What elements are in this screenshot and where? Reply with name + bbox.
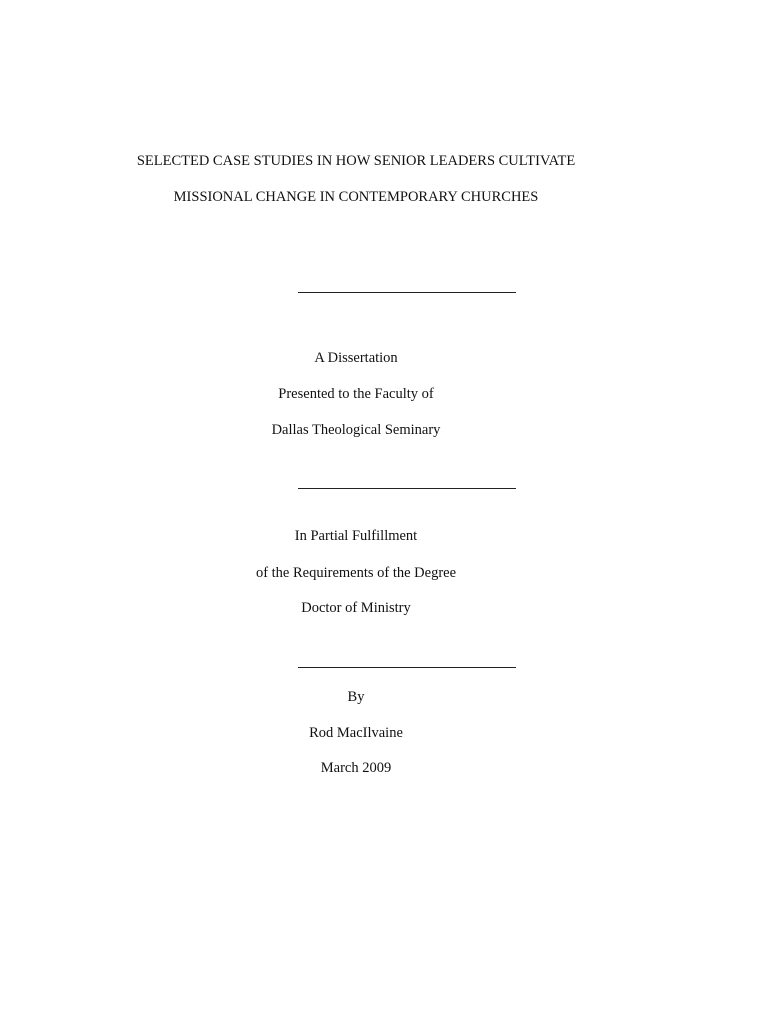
fulfillment-line-3: Doctor of Ministry [301, 600, 411, 616]
divider-rule-3 [298, 667, 516, 668]
fulfillment-line-1: In Partial Fulfillment [294, 528, 418, 544]
submission-date: March 2009 [320, 760, 392, 776]
divider-rule-1 [298, 292, 516, 293]
title-line-2: MISSIONAL CHANGE IN CONTEMPORARY CHURCHES [173, 189, 539, 205]
presentation-line-1: A Dissertation [314, 350, 398, 366]
fulfillment-line-2: of the Requirements of the Degree [255, 565, 457, 581]
presentation-line-3: Dallas Theological Seminary [271, 422, 441, 438]
author-name: Rod MacIlvaine [309, 725, 403, 741]
presentation-line-2: Presented to the Faculty of [278, 386, 434, 402]
title-line-1: SELECTED CASE STUDIES IN HOW SENIOR LEADERS CULTIVATE [136, 153, 576, 169]
byline-label: By [347, 689, 365, 705]
divider-rule-2 [298, 488, 516, 489]
